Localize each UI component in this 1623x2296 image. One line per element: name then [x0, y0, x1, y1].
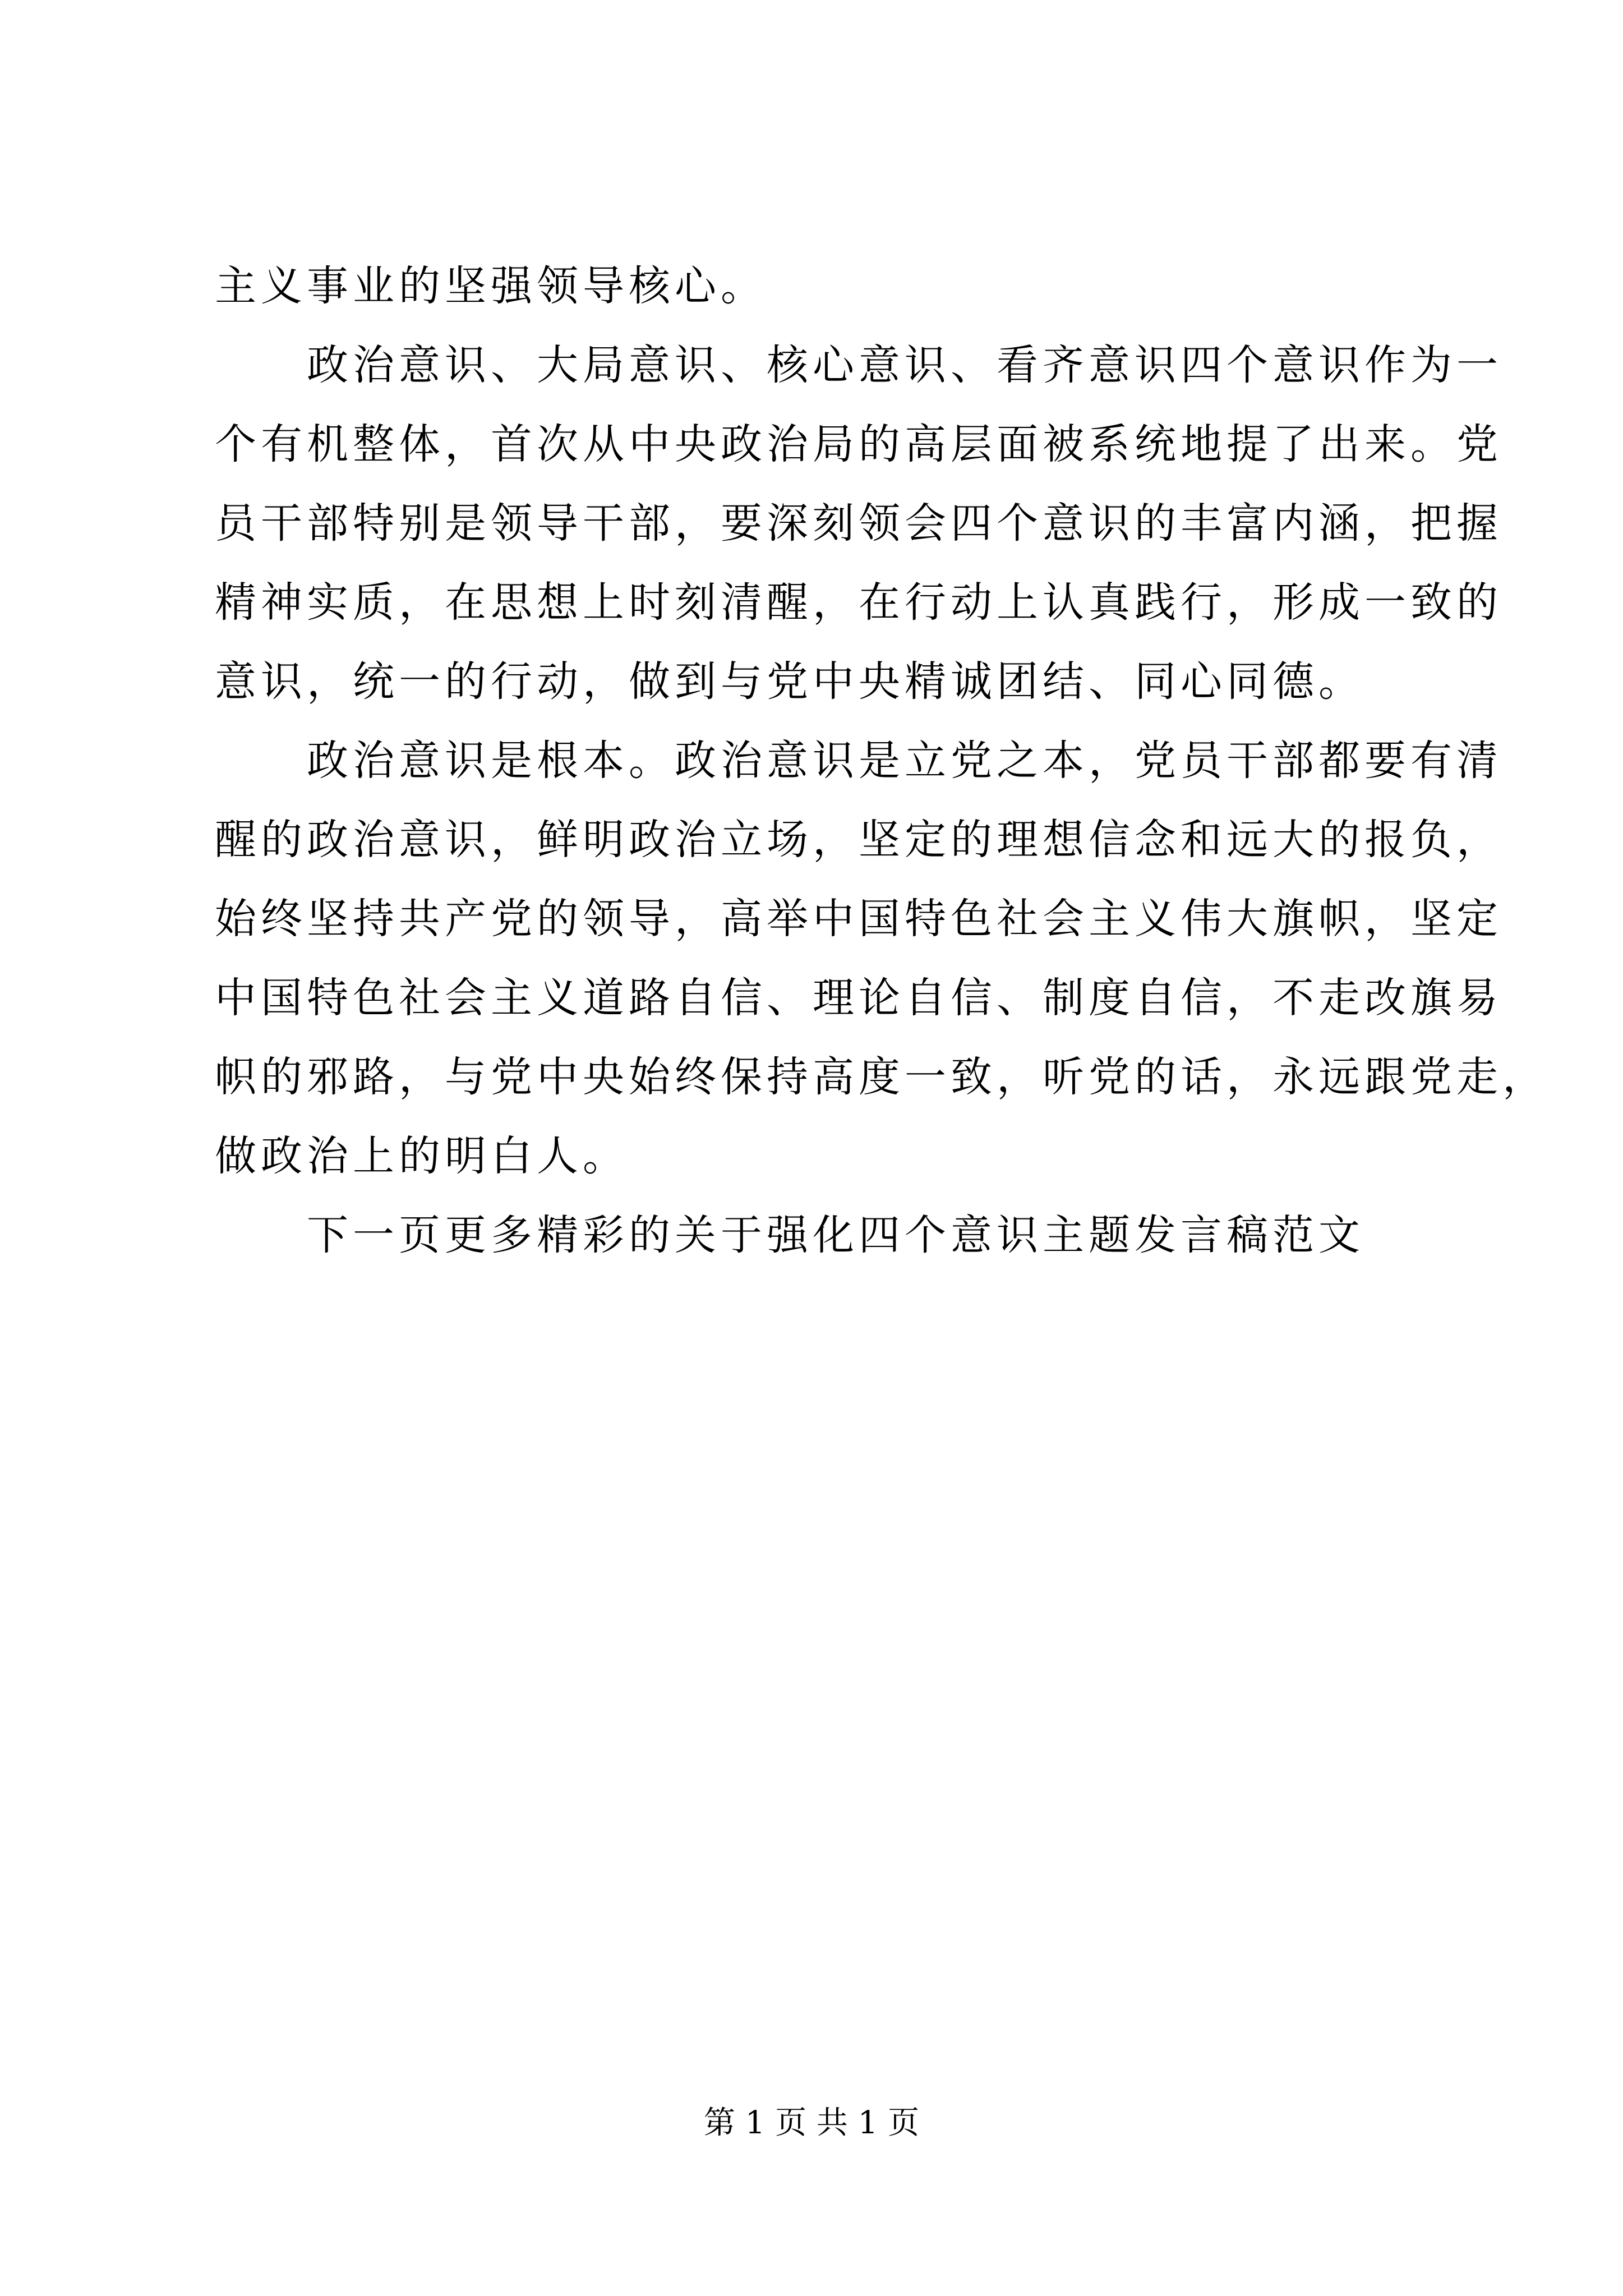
text-line: 精神实质，在思想上时刻清醒，在行动上认真践行，形成一致的 — [215, 578, 1502, 627]
text-line: 员干部特别是领导干部，要深刻领会四个意识的丰富内涵，把握 — [215, 499, 1502, 547]
paragraph-start-line: 政治意识是根本。政治意识是立党之本，党员干部都要有清 — [307, 737, 1502, 785]
next-page-link-text: 下一页更多精彩的关于强化四个意识主题发言稿范文 — [307, 1211, 1364, 1259]
page-number: 第 1 页 共 1 页 — [703, 2105, 920, 2141]
text-line: 主义事业的坚强领导核心。 — [215, 262, 767, 310]
text-line: 做政治上的明白人。 — [215, 1132, 629, 1180]
text-line: 个有机整体，首次从中央政治局的高层面被系统地提了出来。党 — [215, 420, 1502, 468]
text-line: 始终坚持共产党的领导，高举中国特色社会主义伟大旗帜，坚定 — [215, 895, 1502, 943]
text-line: 醒的政治意识，鲜明政治立场，坚定的理想信念和远大的报负， — [215, 816, 1502, 864]
text-line: 意识，统一的行动，做到与党中央精诚团结、同心同德。 — [215, 657, 1364, 706]
paragraph-start-line: 政治意识、大局意识、核心意识、看齐意识四个意识作为一 — [307, 341, 1502, 389]
text-line: 中国特色社会主义道路自信、理论自信、制度自信，不走改旗易 — [215, 974, 1502, 1022]
document-body — [215, 247, 1548, 1275]
text-line: 帜的邪路，与党中央始终保持高度一致，听党的话，永远跟党走， — [215, 1053, 1548, 1101]
page-footer — [0, 2101, 1623, 2146]
